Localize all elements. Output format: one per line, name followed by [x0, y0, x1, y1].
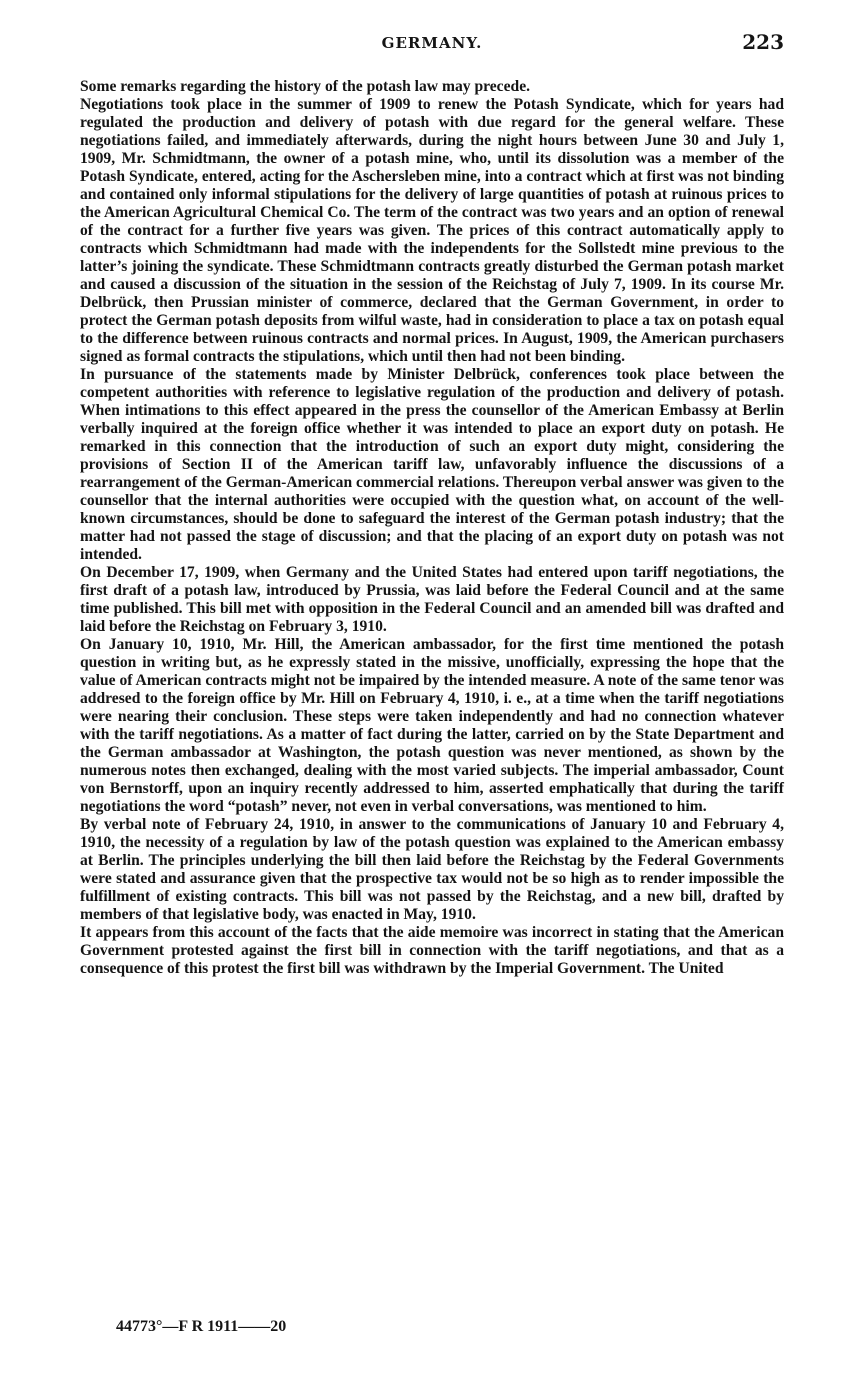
page-header: [80, 30, 784, 56]
running-head: GERMANY.: [381, 34, 483, 52]
paragraph: On January 10, 1910, Mr. Hill, the American ambassador, for the first time mentioned the potash question in writing but, as he expressly stated in the missive, unofficially, expressing the hope that the value of American contracts might not be impaired by the intended measure. A note of the same tenor was addresed to the foreign office by Mr. Hill on February 4, 1910, i. e., at a time when the tariff negotiations were nearing their conclusion. These steps were taken independently and had no connection whatever with the tariff negotiations. As a matter of fact during the latter, carried on by the State Department and the German ambassador at Washington, the potash question was never mentioned, as shown by the numerous notes then exchanged, dealing with the most varied subjects. The imperial ambassador, Count von Bernstorff, upon an inquiry recently addressed to him, asserted emphatically that during the tariff negotiations the word “potash” never, not even in verbal conversations, was mentioned to him.: [80, 636, 784, 815]
paragraph: Some remarks regarding the history of the potash law may precede.: [80, 78, 531, 95]
paragraph: In pursuance of the statements made by Minister Delbrück, conferences took place between the competent authorities with reference to legislative regulation of the production and delivery of potash. When intimations to this effect appeared in the press the counsellor of the American Embassy at Berlin verbally inquired at the foreign office whether it was intended to place an export duty on potash. He remarked in this connection that the introduction of such an export duty might, considering the provisions of Section II of the American tariff law, unfavorably influence the discussions of a rearrangement of the German-American commercial relations. Thereupon verbal answer was given to the counsellor that the internal authorities were occupied with the question what, on account of the well-known circumstances, should be done to safeguard the interest of the German potash industry; that the matter had not passed the stage of discussion; and that the placing of an export duty on potash was not intended.: [80, 366, 784, 563]
page-number: 223: [742, 30, 784, 54]
paragraph: Negotiations took place in the summer of 1909 to renew the Potash Syndicate, which for years had regulated the production and delivery of potash with due regard for the general welfare. These negotiations failed, and immediately afterwards, during the night hours between June 30 and July 1, 1909, Mr. Schmidtmann, the owner of a potash mine, who, until its dissolution was a member of the Potash Syndicate, entered, acting for the Aschersleben mine, into a contract which at first was not binding and contained only informal stipulations for the delivery of large quantities of potash at ruinous prices to the American Agricultural Chemical Co. The term of the contract was two years and an option of renewal of the contract for a further five years was given. The prices of this contract automatically apply to contracts which Schmidtmann had made with the independents for the Sollstedt mine previous to the latter’s joining the syndicate. These Schmidtmann contracts greatly disturbed the German potash market and caused a discussion of the situation in the session of the Reichstag of July 7, 1909. In its course Mr. Delbrück, then Prussian minister of commerce, declared that the German Government, in order to protect the German potash deposits from wilful waste, had in consideration to place a tax on potash equal to the difference between ruinous contracts and normal prices. In August, 1909, the American purchasers signed as formal contracts the stipulations, which until then had not been binding.: [80, 96, 784, 365]
print-signature: 44773°—F R 1911——20: [116, 1318, 287, 1335]
paragraph: It appears from this account of the facts that the aide memoire was incorrect in stating that the American Government protested against the first bill in connection with the tariff negotiations, and that as a consequence of this protest the first bill was withdrawn by the Imperial Government. The United: [80, 924, 784, 977]
paragraph: By verbal note of February 24, 1910, in answer to the communications of January 10 and February 4, 1910, the necessity of a regulation by law of the potash question was explained to the American embassy at Berlin. The principles underlying the bill then laid before the Reichstag by the Federal Governments were stated and assurance given that the prospective tax would not be so high as to render impossible the fulfillment of existing contracts. This bill was not passed by the Reichstag, and a new bill, drafted by members of that legislative body, was enacted in May, 1910.: [80, 816, 784, 923]
body-text: [80, 78, 784, 978]
paragraph: On December 17, 1909, when Germany and the United States had entered upon tariff negotiations, the first draft of a potash law, introduced by Prussia, was laid before the Federal Council and at the same time published. This bill met with opposition in the Federal Council and an amended bill was drafted and laid before the Reichstag on February 3, 1910.: [80, 564, 784, 635]
